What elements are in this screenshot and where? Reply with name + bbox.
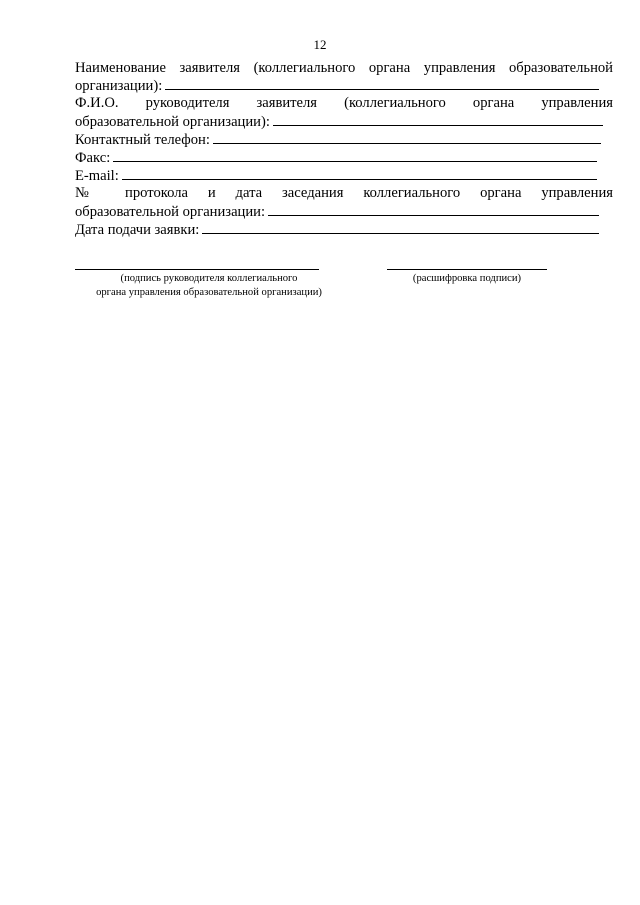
signature-caption bbox=[75, 272, 343, 300]
signature-decoding-line[interactable] bbox=[387, 269, 547, 270]
fax-field[interactable] bbox=[113, 149, 597, 162]
date-row bbox=[75, 221, 613, 239]
applicant-name-label-line1: Наименование заявителя (коллегиального органа управления образовательной bbox=[75, 60, 613, 76]
protocol-label-line2: образовательной организации: bbox=[75, 203, 266, 220]
head-name-label-line1: Ф.И.О. руководителя заявителя (коллегиального органа управления bbox=[75, 95, 613, 112]
head-name-field[interactable] bbox=[273, 113, 603, 126]
phone-row bbox=[75, 131, 613, 149]
email-label: E-mail: bbox=[75, 168, 119, 185]
applicant-name-row bbox=[75, 77, 613, 95]
fax-row bbox=[75, 149, 613, 167]
signature-caption-line2: органа управления образовательной организации) bbox=[96, 287, 322, 298]
head-name-row bbox=[75, 113, 613, 131]
signature-decoding-caption: (расшифровка подписи) bbox=[412, 273, 522, 284]
signature-caption-line1: (подпись руководителя коллегиального bbox=[120, 273, 298, 284]
protocol-label-line1: № протокола и дата заседания коллегиального органа управления bbox=[75, 185, 613, 202]
email-field[interactable] bbox=[122, 167, 597, 180]
signature-block bbox=[75, 255, 615, 315]
application-form bbox=[75, 60, 613, 239]
applicant-name-label-line2: организации): bbox=[75, 78, 163, 95]
page-number: 12 bbox=[313, 37, 327, 52]
phone-field[interactable] bbox=[213, 131, 601, 144]
fax-label: Факс: bbox=[75, 150, 111, 167]
date-label: Дата подачи заявки: bbox=[75, 221, 200, 238]
email-row bbox=[75, 167, 613, 185]
applicant-name-field[interactable] bbox=[165, 77, 599, 90]
date-field[interactable] bbox=[202, 221, 599, 234]
protocol-row bbox=[75, 203, 613, 221]
head-name-label-line2: образовательной организации): bbox=[75, 113, 270, 130]
phone-label: Контактный телефон: bbox=[75, 131, 210, 148]
signature-line[interactable] bbox=[75, 269, 319, 270]
protocol-field[interactable] bbox=[268, 203, 599, 216]
